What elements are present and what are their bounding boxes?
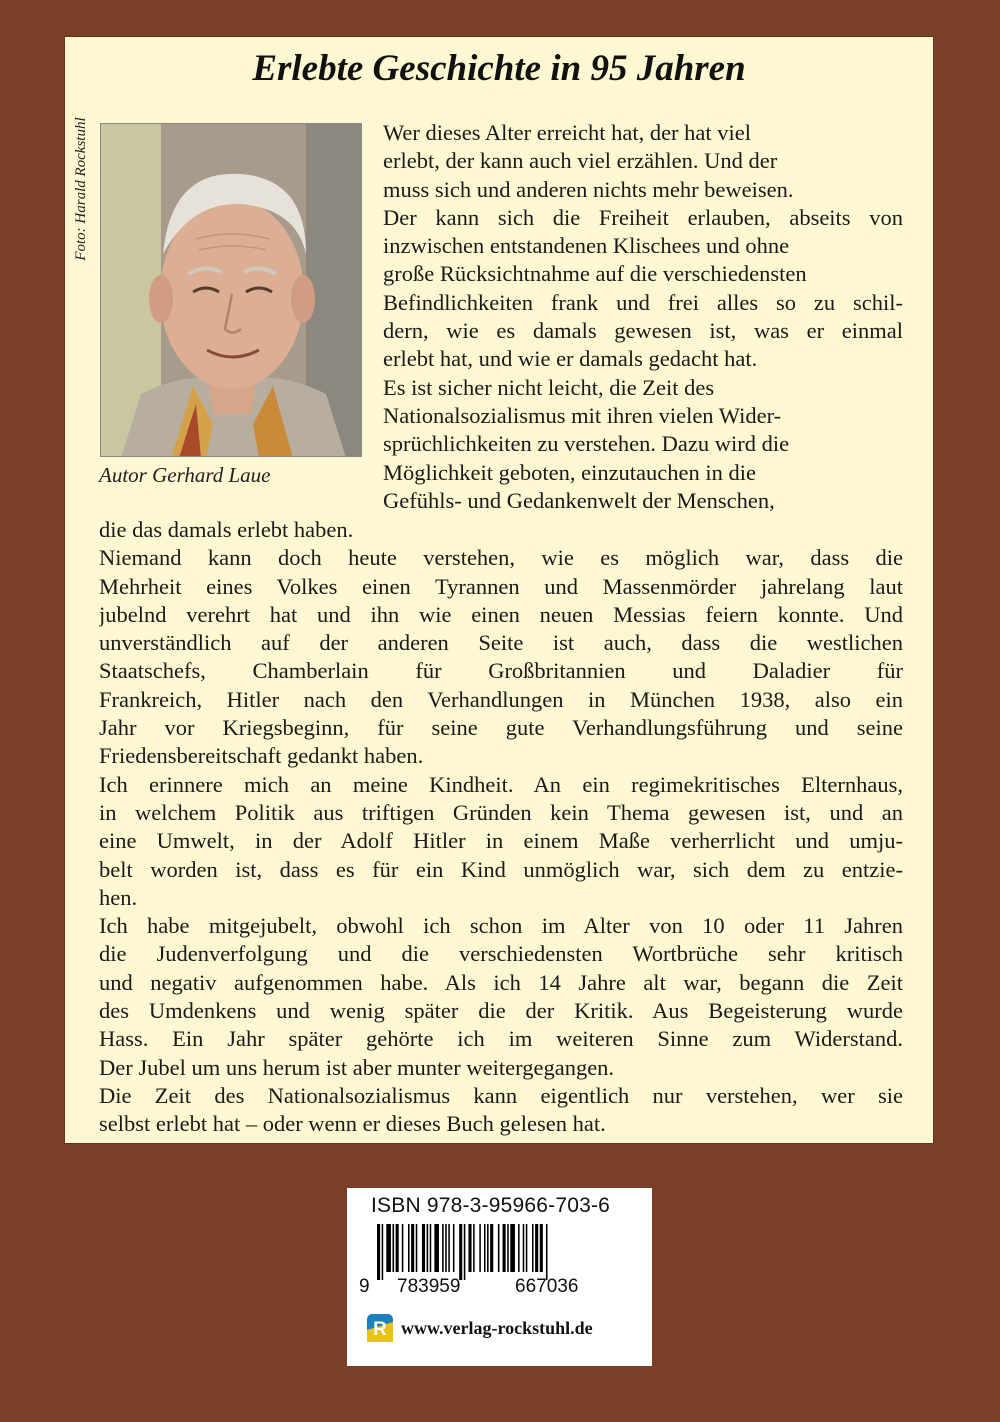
barcode-bar [498, 1224, 500, 1272]
text-line: Wer dieses Alter erreicht hat, der hat viel [383, 120, 752, 145]
barcode-bar [468, 1224, 471, 1272]
barcode-bar [490, 1224, 493, 1272]
text-line: Gefühls- und Gedankenwelt der Menschen, [383, 487, 775, 513]
isbn-barcode-box [347, 1188, 652, 1366]
barcode-bar [503, 1224, 506, 1272]
barcode-bar [546, 1224, 548, 1280]
barcode-bar [445, 1224, 447, 1272]
barcode-bar [518, 1224, 520, 1272]
barcode-bar [427, 1224, 429, 1272]
text-line: in welchem Politik aus triftigen Gründen kein Thema gewesen ist, und an [99, 799, 903, 825]
text-line: Ich erinnere mich an meine Kindheit. An ein regimekritisches Elternhaus, [99, 771, 903, 797]
barcode-bar [535, 1224, 538, 1272]
barcode-bar [382, 1224, 384, 1280]
text-line: Hass. Ein Jahr später gehörte ich im weiteren Sinne zum Widerstand. [99, 1026, 903, 1052]
barcode-digits-left: 783959 [397, 1276, 461, 1297]
barcode-bar [396, 1224, 399, 1272]
text-line: Jahr vor Kriegsbeginn, für seine gute Verhandlungsführung und seine [99, 715, 903, 741]
photo-credit: Foto: Harald Rockstuhl [73, 117, 89, 261]
barcode-bar [532, 1224, 534, 1272]
text-line: Die Zeit des Nationalsozialismus kann eigentlich nur verstehen, wer sie [99, 1082, 903, 1108]
publisher-website[interactable] [367, 1314, 593, 1342]
text-line: jubelnd verehrt hat und ihn wie einen neuen Messias feiern konnte. Und [99, 601, 903, 627]
barcode-bar [510, 1224, 515, 1272]
author-portrait-icon [101, 124, 362, 457]
barcode-bar [453, 1224, 455, 1272]
barcode-bar [411, 1224, 414, 1272]
text-line: selbst erlebt hat – oder wenn er dieses Buch gelesen hat. [99, 1111, 606, 1137]
barcode-digits-right: 667036 [515, 1276, 579, 1297]
barcode-bar [523, 1224, 525, 1272]
text-line: Frankreich, Hitler nach den Verhandlungen in München 1938, also ein [99, 686, 903, 712]
barcode-bar [430, 1224, 432, 1272]
text-line: unverständlich auf der anderen Seite ist auch, dass die westlichen [99, 630, 903, 656]
barcode-bar [473, 1224, 475, 1272]
book-title: Erlebte Geschichte in 95 Jahren [252, 48, 746, 89]
text-line: große Rücksichtnahme auf die verschiedensten [383, 261, 807, 287]
text-line: Friedensbereitschaft gedankt haben. [99, 743, 424, 769]
barcode-bar [448, 1224, 450, 1272]
back-cover-panel [64, 36, 934, 1144]
barcode-bar [507, 1224, 509, 1272]
text-line: erlebt hat, und wie er damals gedacht hat. [383, 346, 758, 372]
barcode-bar [416, 1224, 418, 1272]
publisher-url[interactable]: www.verlag-rockstuhl.de [401, 1317, 593, 1338]
text-line: sprüchlichkeiten zu verstehen. Dazu wird die [383, 431, 790, 457]
text-line: des Umdenkens und wenig später die der Kritik. Aus Begeisterung wurde [99, 998, 903, 1024]
barcode-bar [526, 1224, 528, 1272]
publisher-logo-icon [367, 1314, 393, 1342]
barcode-bar [459, 1224, 462, 1280]
text-line: inzwischen entstandenen Klischees und ohne [383, 233, 790, 259]
barcode-bar [377, 1224, 380, 1280]
text-line: Nationalsozialismus mit ihren vielen Wider- [383, 402, 782, 428]
text-line: Möglichkeit geboten, einzutauchen in die [383, 459, 757, 485]
text-line: Ich habe mitgejubelt, obwohl ich schon im Alter von 10 oder 11 Jahren [99, 913, 903, 939]
barcode-bar [386, 1224, 391, 1272]
barcode-bar [434, 1224, 439, 1272]
photo-caption: Autor Gerhard Laue [99, 463, 271, 487]
text-line: hen. [99, 884, 138, 910]
author-photo [100, 123, 362, 457]
barcode-icon [377, 1224, 623, 1280]
svg-text:R: R [373, 1319, 387, 1340]
isbn-label: ISBN 978-3-95966-703-6 [371, 1194, 611, 1217]
main-text-block [99, 516, 903, 1139]
barcode-bar [479, 1224, 481, 1272]
text-line: erlebt, der kann auch viel erzählen. Und der [383, 148, 778, 174]
text-line: muss sich und anderen nichts mehr beweisen. [383, 176, 794, 202]
barcode-bar [402, 1224, 404, 1272]
text-line: belt worden ist, dass es für ein Kind unmöglich war, sich dem zu entzie- [99, 856, 903, 882]
barcode-bar [408, 1224, 410, 1272]
text-line: eine Umwelt, in der Adolf Hitler in einem Maße verherrlicht und umju- [99, 828, 903, 854]
barcode-bar [442, 1224, 444, 1272]
barcode-bar [422, 1224, 425, 1272]
barcode-bar [540, 1224, 543, 1272]
barcode-bar [484, 1224, 486, 1272]
text-line: die Judenverfolgung und die verschiedensten Wortbrüche sehr kritisch [99, 941, 903, 967]
text-line: Befindlichkeiten frank und frei alles so zu schil- [383, 289, 903, 315]
text-line: Der kann sich die Freiheit erlauben, abseits von [383, 204, 903, 230]
text-line: Es ist sicher nicht leicht, die Zeit des [383, 374, 715, 400]
barcode-digit-prefix: 9 [359, 1276, 370, 1297]
text-line: Mehrheit eines Volkes einen Tyrannen und Massenmörder jahrelang laut [99, 573, 903, 599]
text-line: Niemand kann doch heute verstehen, wie es möglich war, dass die [99, 545, 903, 571]
barcode-bar [393, 1224, 395, 1272]
intro-text-block [383, 119, 903, 515]
text-line: und negativ aufgenommen habe. Als ich 14 Jahre alt war, begann die Zeit [99, 969, 903, 995]
text-line: dern, wie es damals gewesen ist, was er einmal [383, 318, 903, 344]
text-line: Der Jubel um uns herum ist aber munter weitergegangen. [99, 1054, 615, 1080]
text-line: Staatschefs, Chamberlain für Großbritannien und Daladier für [99, 658, 903, 684]
barcode-bar [464, 1224, 466, 1280]
text-line: die das damals erlebt haben. [99, 517, 354, 542]
barcode-bar [487, 1224, 489, 1272]
